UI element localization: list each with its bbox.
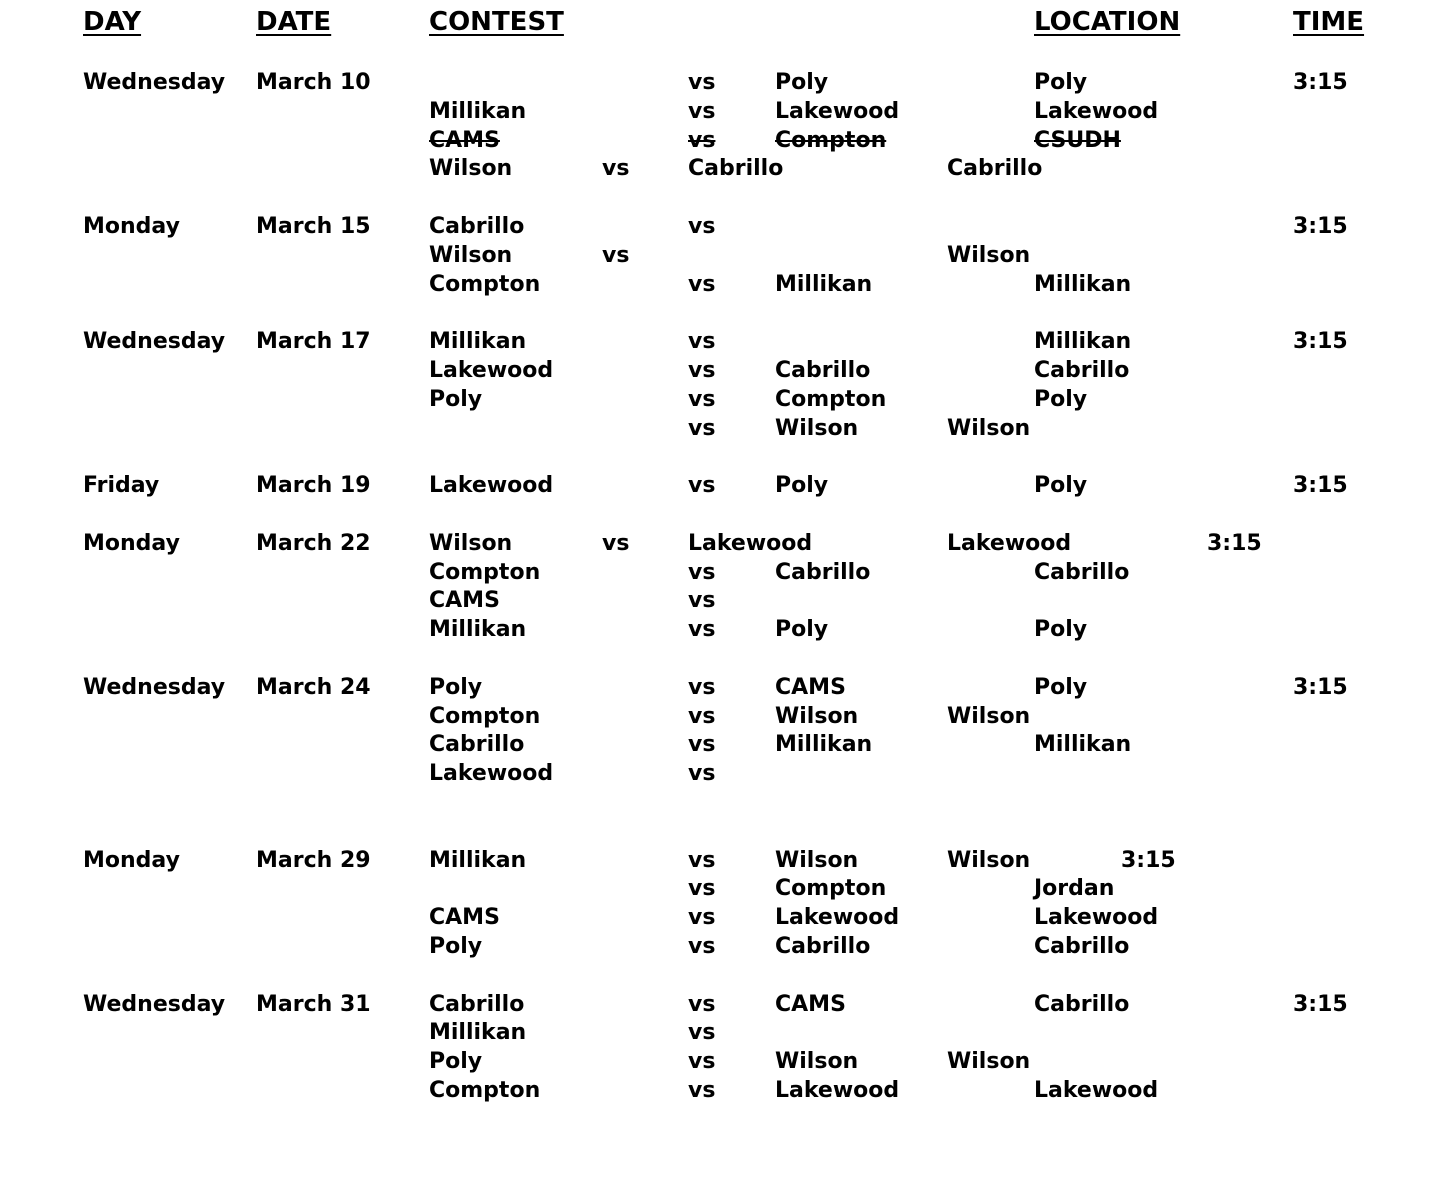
location-name: Poly bbox=[1034, 70, 1088, 95]
team-name: Compton bbox=[775, 876, 887, 902]
vs-label: vs bbox=[602, 242, 630, 268]
team-name: Poly bbox=[775, 617, 829, 643]
location-name: Millikan bbox=[1034, 732, 1132, 758]
team-name: Cabrillo bbox=[429, 991, 525, 1017]
team-name: Poly bbox=[775, 70, 829, 95]
vs-label: vs bbox=[688, 271, 716, 297]
game-time: 3:15 bbox=[1293, 329, 1348, 355]
vs-label: vs bbox=[688, 732, 716, 758]
team-name: Millikan bbox=[429, 329, 527, 355]
row-date: March 31 bbox=[256, 991, 371, 1017]
team-name: Millikan bbox=[775, 271, 873, 297]
team-name: Lakewood bbox=[429, 358, 554, 383]
vs-label: vs bbox=[688, 1078, 716, 1103]
vs-label: vs bbox=[688, 70, 716, 95]
header-time: TIME bbox=[1293, 7, 1365, 37]
vs-label: vs bbox=[688, 415, 716, 441]
vs-label: vs bbox=[688, 761, 716, 787]
game-time: 3:15 bbox=[1293, 991, 1348, 1017]
vs-label: vs bbox=[688, 473, 716, 499]
team-name: Millikan bbox=[429, 98, 527, 124]
team-name: Cabrillo bbox=[775, 559, 871, 585]
location-name: Cabrillo bbox=[1034, 559, 1130, 585]
location-name: CSUDH bbox=[1034, 127, 1121, 153]
game-time: 3:15 bbox=[1121, 847, 1176, 873]
vs-label: vs bbox=[688, 98, 716, 124]
team-name: Cabrillo bbox=[775, 934, 871, 959]
team-name: Lakewood bbox=[775, 905, 900, 931]
team-name: Wilson bbox=[429, 156, 513, 182]
header-day: DAY bbox=[83, 7, 142, 37]
location-name: Wilson bbox=[947, 242, 1031, 268]
game-time: 3:15 bbox=[1207, 530, 1262, 556]
team-name: CAMS bbox=[775, 991, 846, 1017]
team-name: Cabrillo bbox=[429, 732, 525, 758]
vs-label: vs bbox=[688, 876, 716, 902]
row-date: March 29 bbox=[256, 847, 371, 873]
location-name: Wilson bbox=[947, 847, 1031, 873]
team-name: Millikan bbox=[429, 1020, 527, 1046]
team-name: Wilson bbox=[429, 530, 513, 556]
row-day: Wednesday bbox=[83, 674, 226, 700]
team-name: Millikan bbox=[429, 847, 527, 873]
location-name: Poly bbox=[1034, 674, 1088, 700]
team-name: Poly bbox=[775, 473, 829, 499]
team-name: Cabrillo bbox=[775, 358, 871, 383]
team-name: Compton bbox=[429, 559, 541, 585]
row-day: Friday bbox=[83, 473, 160, 499]
vs-label: vs bbox=[688, 358, 716, 383]
row-day: Monday bbox=[83, 530, 180, 556]
team-name: Poly bbox=[429, 386, 483, 412]
team-name: CAMS bbox=[775, 674, 846, 700]
location-name: Wilson bbox=[947, 1049, 1031, 1075]
vs-label: vs bbox=[688, 934, 716, 959]
vs-label: vs bbox=[688, 588, 716, 614]
team-name: Wilson bbox=[775, 1049, 859, 1075]
row-date: March 19 bbox=[256, 473, 371, 499]
team-name: Compton bbox=[429, 271, 541, 297]
row-day: Monday bbox=[83, 214, 180, 239]
team-name: Compton bbox=[775, 386, 887, 412]
vs-label: vs bbox=[602, 530, 630, 556]
team-name: Compton bbox=[775, 127, 887, 153]
team-name: Wilson bbox=[775, 703, 859, 729]
team-name: Millikan bbox=[775, 732, 873, 758]
location-name: Lakewood bbox=[1034, 905, 1159, 931]
location-name: Lakewood bbox=[1034, 1078, 1159, 1103]
vs-label: vs bbox=[688, 559, 716, 585]
game-time: 3:15 bbox=[1293, 214, 1348, 239]
game-time: 3:15 bbox=[1293, 70, 1348, 95]
team-name: Lakewood bbox=[775, 1078, 900, 1103]
header-date: DATE bbox=[256, 7, 332, 37]
team-name: CAMS bbox=[429, 905, 500, 931]
location-name: Lakewood bbox=[947, 530, 1072, 556]
location-name: Poly bbox=[1034, 473, 1088, 499]
row-day: Wednesday bbox=[83, 329, 226, 355]
location-name: Poly bbox=[1034, 617, 1088, 643]
team-name: Poly bbox=[429, 934, 483, 959]
vs-label: vs bbox=[602, 156, 630, 182]
vs-label: vs bbox=[688, 905, 716, 931]
header-contest: CONTEST bbox=[429, 7, 564, 37]
row-date: March 22 bbox=[256, 530, 371, 556]
row-date: March 24 bbox=[256, 674, 371, 700]
team-name: Millikan bbox=[429, 617, 527, 643]
team-name: Poly bbox=[429, 674, 483, 700]
vs-label: vs bbox=[688, 214, 716, 239]
game-time: 3:15 bbox=[1293, 674, 1348, 700]
location-name: Millikan bbox=[1034, 271, 1132, 297]
row-day: Wednesday bbox=[83, 70, 226, 95]
location-name: Cabrillo bbox=[1034, 934, 1130, 959]
team-name: Poly bbox=[429, 1049, 483, 1075]
team-name: Cabrillo bbox=[429, 214, 525, 239]
location-name: Jordan bbox=[1034, 876, 1115, 902]
location-name: Millikan bbox=[1034, 329, 1132, 355]
location-name: Cabrillo bbox=[947, 156, 1043, 182]
team-name: Lakewood bbox=[429, 473, 554, 499]
team-name: CAMS bbox=[429, 588, 500, 614]
vs-label: vs bbox=[688, 1020, 716, 1046]
team-name: Wilson bbox=[775, 415, 859, 441]
team-name: Lakewood bbox=[775, 98, 900, 124]
location-name: Cabrillo bbox=[1034, 991, 1130, 1017]
location-name: Lakewood bbox=[1034, 98, 1159, 124]
team-name: Lakewood bbox=[688, 530, 813, 556]
row-day: Monday bbox=[83, 847, 180, 873]
team-name: Wilson bbox=[775, 847, 859, 873]
vs-label: vs bbox=[688, 386, 716, 412]
header-location: LOCATION bbox=[1034, 7, 1181, 37]
team-name: Compton bbox=[429, 1078, 541, 1103]
row-date: March 17 bbox=[256, 329, 371, 355]
team-name: Lakewood bbox=[429, 761, 554, 787]
location-name: Poly bbox=[1034, 386, 1088, 412]
vs-label: vs bbox=[688, 703, 716, 729]
game-time: 3:15 bbox=[1293, 473, 1348, 499]
vs-label: vs bbox=[688, 1049, 716, 1075]
vs-label: vs bbox=[688, 617, 716, 643]
row-day: Wednesday bbox=[83, 991, 226, 1017]
team-name: Cabrillo bbox=[688, 156, 784, 182]
vs-label: vs bbox=[688, 991, 716, 1017]
team-name: Compton bbox=[429, 703, 541, 729]
vs-label: vs bbox=[688, 674, 716, 700]
team-name: CAMS bbox=[429, 127, 500, 153]
location-name: Wilson bbox=[947, 415, 1031, 441]
vs-label: vs bbox=[688, 847, 716, 873]
vs-label: vs bbox=[688, 127, 716, 153]
vs-label: vs bbox=[688, 329, 716, 355]
row-date: March 15 bbox=[256, 214, 371, 239]
location-name: Cabrillo bbox=[1034, 358, 1130, 383]
row-date: March 10 bbox=[256, 70, 371, 95]
team-name: Wilson bbox=[429, 242, 513, 268]
location-name: Wilson bbox=[947, 703, 1031, 729]
